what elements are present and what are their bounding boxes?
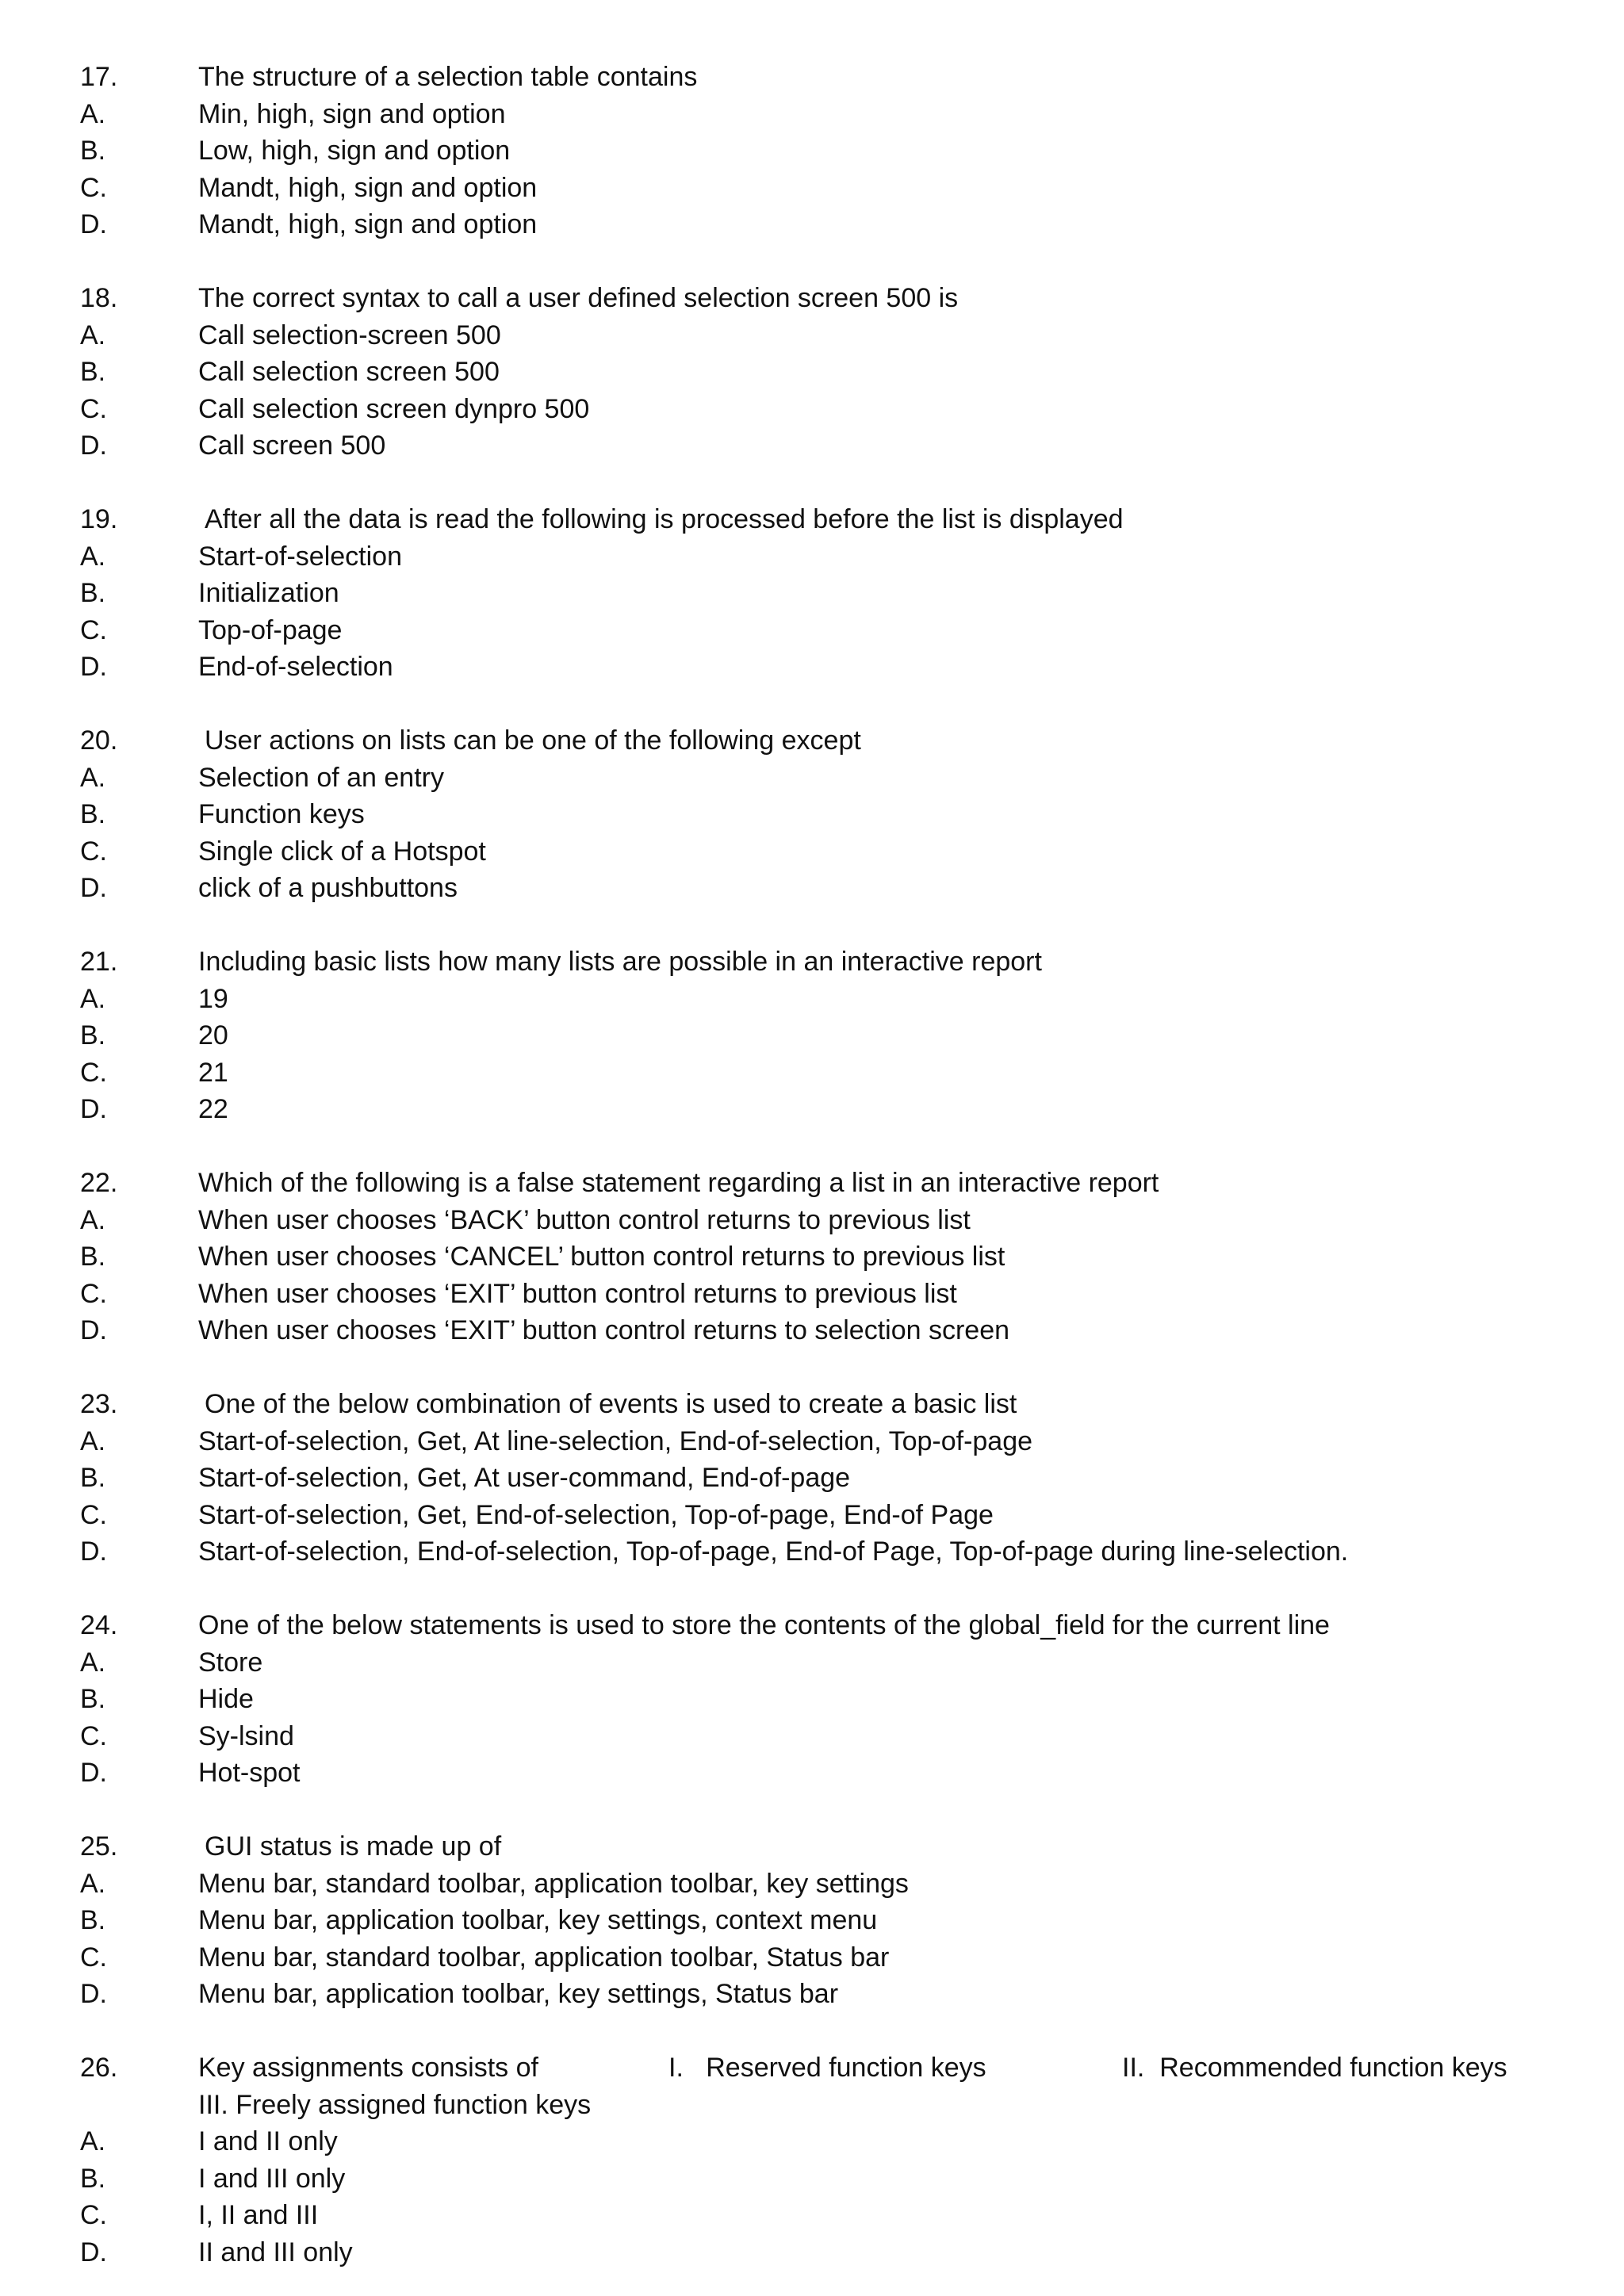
option-row-c bbox=[0, 1054, 1624, 1092]
option-letter: B. bbox=[80, 136, 106, 166]
option-row-c bbox=[0, 391, 1624, 428]
option-text: When user chooses ‘CANCEL’ button control returns to previous list bbox=[198, 1242, 1005, 1272]
option-text: Start-of-selection bbox=[198, 541, 402, 572]
option-text: Selection of an entry bbox=[198, 762, 444, 793]
option-row-c bbox=[0, 612, 1624, 649]
question-25 bbox=[0, 1828, 1624, 2013]
option-letter: A. bbox=[80, 541, 106, 572]
statement-i: I. Reserved function keys bbox=[668, 2053, 986, 2083]
option-row-c bbox=[0, 1497, 1624, 1534]
option-letter: A. bbox=[80, 1868, 106, 1899]
option-row-b bbox=[0, 132, 1624, 170]
option-letter: D. bbox=[80, 1315, 107, 1345]
option-row-d bbox=[0, 1312, 1624, 1349]
option-text: Call selection screen dynpro 500 bbox=[198, 393, 590, 424]
question-stem-row bbox=[0, 1165, 1624, 1202]
option-row-a bbox=[0, 538, 1624, 576]
question-stem: The structure of a selection table contains bbox=[198, 62, 698, 92]
option-row-c bbox=[0, 1276, 1624, 1313]
option-text: I, II and III bbox=[198, 2200, 319, 2230]
question-23 bbox=[0, 1386, 1624, 1571]
option-text: Mandt, high, sign and option bbox=[198, 172, 538, 203]
option-row-b bbox=[0, 1460, 1624, 1497]
question-stem: The correct syntax to call a user defined selection screen 500 is bbox=[198, 283, 959, 313]
question-number: 23. bbox=[80, 1389, 118, 1419]
option-letter: A. bbox=[80, 2126, 106, 2156]
question-17 bbox=[0, 59, 1624, 243]
option-letter: A. bbox=[80, 320, 106, 350]
option-text: II and III only bbox=[198, 2237, 353, 2267]
statement-iii-row bbox=[0, 2087, 1624, 2124]
option-row-c bbox=[0, 2197, 1624, 2234]
option-text: Hot-spot bbox=[198, 1758, 301, 1788]
option-row-b bbox=[0, 1238, 1624, 1276]
question-stem-row bbox=[0, 1607, 1624, 1644]
option-text: click of a pushbuttons bbox=[198, 873, 458, 903]
option-letter: B. bbox=[80, 357, 106, 387]
question-26 bbox=[0, 2049, 1624, 2271]
option-row-a bbox=[0, 760, 1624, 797]
option-text: I and II only bbox=[198, 2126, 338, 2156]
question-19 bbox=[0, 501, 1624, 686]
option-row-d bbox=[0, 870, 1624, 907]
option-row-a bbox=[0, 981, 1624, 1018]
option-row-a bbox=[0, 2123, 1624, 2160]
question-number: 17. bbox=[80, 62, 118, 92]
option-letter: C. bbox=[80, 172, 107, 203]
option-row-d bbox=[0, 427, 1624, 465]
question-number: 21. bbox=[80, 947, 118, 977]
question-number: 26. bbox=[80, 2053, 118, 2083]
option-letter: A. bbox=[80, 983, 106, 1014]
question-stem: User actions on lists can be one of the following except bbox=[205, 725, 861, 756]
option-row-d bbox=[0, 206, 1624, 243]
option-letter: D. bbox=[80, 209, 107, 239]
option-row-a bbox=[0, 1202, 1624, 1239]
option-row-b bbox=[0, 575, 1624, 612]
question-number: 25. bbox=[80, 1831, 118, 1862]
option-text: When user chooses ‘BACK’ button control returns to previous list bbox=[198, 1204, 971, 1235]
option-letter: A. bbox=[80, 1647, 106, 1678]
question-number: 22. bbox=[80, 1168, 118, 1198]
option-text: 20 bbox=[198, 1020, 228, 1050]
option-text: Initialization bbox=[198, 578, 339, 608]
option-row-a bbox=[0, 317, 1624, 354]
option-letter: C. bbox=[80, 1499, 107, 1530]
option-text: Start-of-selection, Get, At user-command, End-of-page bbox=[198, 1463, 851, 1493]
option-text: When user chooses ‘EXIT’ button control returns to selection screen bbox=[198, 1315, 1010, 1345]
option-row-a bbox=[0, 96, 1624, 133]
option-text: Menu bar, standard toolbar, application toolbar, key settings bbox=[198, 1868, 909, 1899]
option-text: Low, high, sign and option bbox=[198, 136, 511, 166]
question-stem-row bbox=[0, 280, 1624, 317]
option-text: Menu bar, application toolbar, key settings, Status bar bbox=[198, 1979, 839, 2009]
option-letter: B. bbox=[80, 1905, 106, 1935]
option-row-d bbox=[0, 1091, 1624, 1128]
option-letter: C. bbox=[80, 1942, 107, 1973]
question-number: 24. bbox=[80, 1610, 118, 1640]
option-text: Menu bar, application toolbar, key settings, context menu bbox=[198, 1905, 878, 1935]
option-text: Top-of-page bbox=[198, 614, 343, 645]
option-row-c bbox=[0, 1939, 1624, 1976]
option-text: Call screen 500 bbox=[198, 430, 386, 461]
question-stem-row bbox=[0, 722, 1624, 760]
option-text: 19 bbox=[198, 983, 228, 1014]
option-text: Start-of-selection, Get, End-of-selection, Top-of-page, End-of Page bbox=[198, 1499, 994, 1530]
option-letter: D. bbox=[80, 1094, 107, 1124]
option-text: Start-of-selection, End-of-selection, Top-of-page, End-of Page, Top-of-page during line-selection. bbox=[198, 1536, 1349, 1567]
option-letter: D. bbox=[80, 652, 107, 682]
option-row-c bbox=[0, 833, 1624, 871]
option-letter: B. bbox=[80, 2163, 106, 2194]
option-letter: C. bbox=[80, 1720, 107, 1751]
option-letter: B. bbox=[80, 1242, 106, 1272]
option-letter: D. bbox=[80, 1758, 107, 1788]
option-letter: A. bbox=[80, 98, 106, 129]
option-letter: C. bbox=[80, 1278, 107, 1309]
option-text: Menu bar, standard toolbar, application toolbar, Status bar bbox=[198, 1942, 890, 1973]
option-letter: D. bbox=[80, 430, 107, 461]
statement-iii: III. Freely assigned function keys bbox=[198, 2089, 592, 2120]
option-text: Start-of-selection, Get, At line-selection, End-of-selection, Top-of-page bbox=[198, 1425, 1033, 1456]
option-text: Call selection-screen 500 bbox=[198, 320, 501, 350]
option-letter: A. bbox=[80, 1204, 106, 1235]
option-row-d bbox=[0, 1755, 1624, 1792]
question-21 bbox=[0, 943, 1624, 1128]
option-text: Single click of a Hotspot bbox=[198, 836, 486, 867]
question-stem-row bbox=[0, 501, 1624, 538]
option-text: When user chooses ‘EXIT’ button control returns to previous list bbox=[198, 1278, 957, 1309]
question-stem: One of the below statements is used to store the contents of the global_field for the current line bbox=[198, 1610, 1330, 1640]
option-letter: C. bbox=[80, 393, 107, 424]
question-stem: Including basic lists how many lists are possible in an interactive report bbox=[198, 947, 1042, 977]
option-letter: C. bbox=[80, 614, 107, 645]
option-text: Sy-lsind bbox=[198, 1720, 294, 1751]
option-row-d bbox=[0, 1976, 1624, 2013]
question-number: 18. bbox=[80, 283, 118, 313]
question-stem-row bbox=[0, 943, 1624, 981]
option-letter: D. bbox=[80, 1979, 107, 2009]
option-row-d bbox=[0, 649, 1624, 686]
question-number: 19. bbox=[80, 504, 118, 534]
question-22 bbox=[0, 1165, 1624, 1349]
option-letter: C. bbox=[80, 836, 107, 867]
option-row-d bbox=[0, 2234, 1624, 2271]
question-stem: One of the below combination of events is used to create a basic list bbox=[205, 1389, 1017, 1419]
option-row-b bbox=[0, 1017, 1624, 1054]
option-letter: C. bbox=[80, 2200, 107, 2230]
option-text: Mandt, high, sign and option bbox=[198, 209, 538, 239]
option-letter: C. bbox=[80, 1057, 107, 1088]
option-row-a bbox=[0, 1644, 1624, 1682]
question-18 bbox=[0, 280, 1624, 465]
option-text: Hide bbox=[198, 1684, 254, 1714]
option-letter: A. bbox=[80, 1425, 106, 1456]
option-text: 21 bbox=[198, 1057, 228, 1088]
question-stem: After all the data is read the following is processed before the list is displayed bbox=[205, 504, 1124, 534]
option-row-b bbox=[0, 796, 1624, 833]
option-row-a bbox=[0, 1866, 1624, 1903]
question-stem: Key assignments consists of bbox=[198, 2053, 538, 2083]
question-20 bbox=[0, 722, 1624, 907]
option-row-d bbox=[0, 1533, 1624, 1571]
statement-ii: II. Recommended function keys bbox=[1122, 2053, 1507, 2083]
option-letter: D. bbox=[80, 2237, 107, 2267]
question-number: 20. bbox=[80, 725, 118, 756]
option-row-b bbox=[0, 1902, 1624, 1939]
option-letter: A. bbox=[80, 762, 106, 793]
option-text: 22 bbox=[198, 1094, 228, 1124]
option-row-a bbox=[0, 1423, 1624, 1460]
option-row-b bbox=[0, 2160, 1624, 2198]
question-stem: GUI status is made up of bbox=[205, 1831, 502, 1862]
option-row-c bbox=[0, 1718, 1624, 1755]
option-text: I and III only bbox=[198, 2163, 346, 2194]
question-stem: Which of the following is a false statement regarding a list in an interactive report bbox=[198, 1168, 1159, 1198]
option-text: Function keys bbox=[198, 799, 365, 829]
option-text: End-of-selection bbox=[198, 652, 393, 682]
option-letter: B. bbox=[80, 578, 106, 608]
question-stem-row bbox=[0, 59, 1624, 96]
option-letter: B. bbox=[80, 1684, 106, 1714]
option-row-b bbox=[0, 354, 1624, 391]
question-stem-row bbox=[0, 1828, 1624, 1866]
option-letter: D. bbox=[80, 873, 107, 903]
option-text: Store bbox=[198, 1647, 263, 1678]
option-row-b bbox=[0, 1681, 1624, 1718]
option-row-c bbox=[0, 170, 1624, 207]
option-letter: B. bbox=[80, 1463, 106, 1493]
question-stem-row bbox=[0, 1386, 1624, 1423]
option-text: Call selection screen 500 bbox=[198, 357, 500, 387]
question-24 bbox=[0, 1607, 1624, 1792]
option-letter: B. bbox=[80, 1020, 106, 1050]
question-stem-row bbox=[0, 2049, 1624, 2087]
option-letter: D. bbox=[80, 1536, 107, 1567]
option-text: Min, high, sign and option bbox=[198, 98, 506, 129]
option-letter: B. bbox=[80, 799, 106, 829]
